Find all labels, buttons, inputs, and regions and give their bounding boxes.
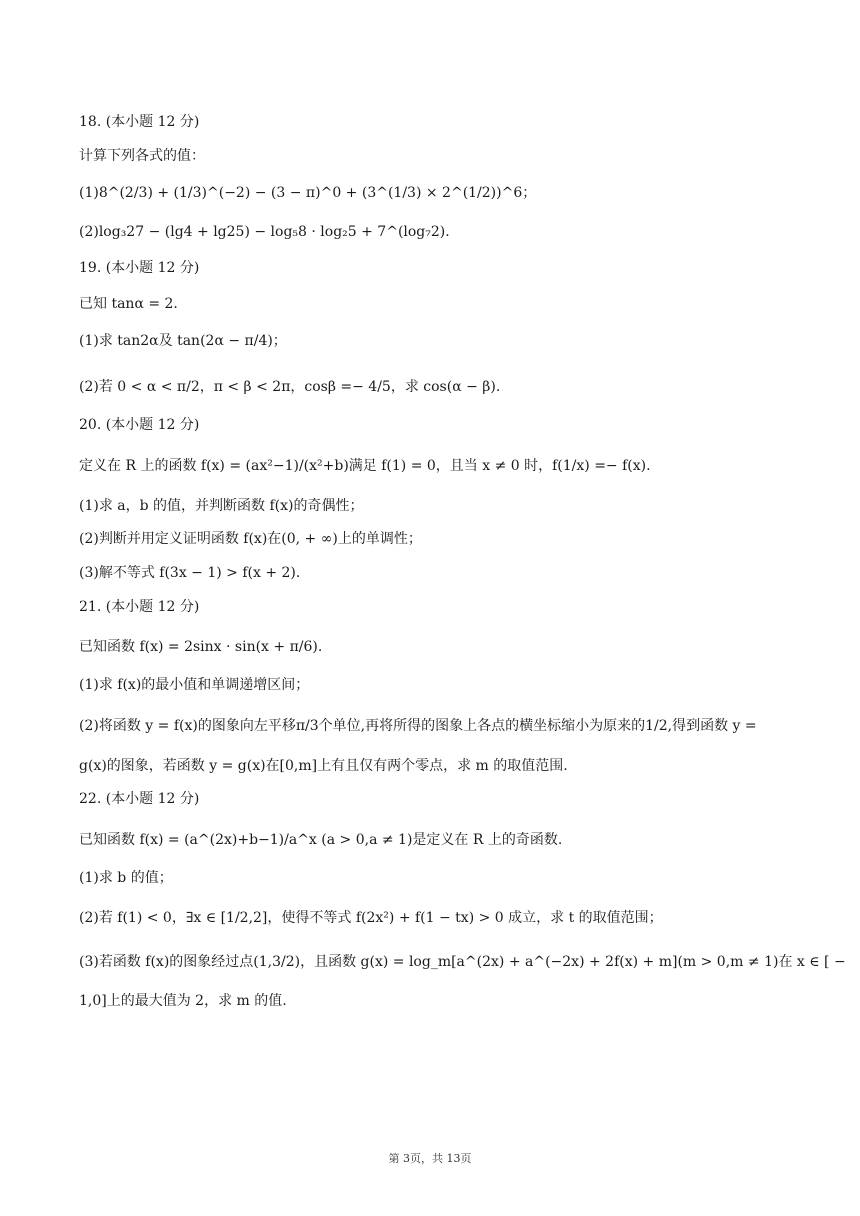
q20-part2: (2)判断并用定义证明函数 f(x)在(0, + ∞)上的单调性； xyxy=(79,531,422,547)
q22-part3a: (3)若函数 f(x)的图象经过点(1,3/2)，且函数 g(x) = log_m[a^(2x) + a^(−2x) + 2f(x) + m](m > 0,m ≠ 1)在 x ∈ [ − xyxy=(79,954,846,970)
q21-part2b: g(x)的图象，若函数 y = g(x)在[0,m]上有且仅有两个零点，求 m 的取值范围. xyxy=(79,758,568,774)
q22-part3b: 1,0]上的最大值为 2，求 m 的值. xyxy=(79,993,287,1009)
q19-intro: 已知 tanα = 2. xyxy=(79,296,178,312)
q22-part1: (1)求 b 的值； xyxy=(79,870,173,886)
q18-part2: (2)log₃27 − (lg4 + lg25) − log₅8 · log₂5 + 7^(log₇2). xyxy=(79,224,450,240)
q22-intro: 已知函数 f(x) = (a^(2x)+b−1)/a^x (a > 0,a ≠ 1)是定义在 R 上的奇函数. xyxy=(79,832,563,848)
q18-intro: 计算下列各式的值： xyxy=(79,148,205,164)
q20-part3: (3)解不等式 f(3x − 1) > f(x + 2). xyxy=(79,565,301,581)
q19-part2: (2)若 0 < α < π/2，π < β < 2π，cosβ =− 4/5，求 cos(α − β). xyxy=(79,379,501,395)
q19-part1: (1)求 tan2α及 tan(2α − π/4)； xyxy=(79,333,287,349)
q22-header: 22. (本小题 12 分) xyxy=(79,791,200,807)
page-footer: 第 3页，共 13页 xyxy=(388,1152,472,1165)
q18-header: 18. (本小题 12 分) xyxy=(79,114,200,130)
q20-header: 20. (本小题 12 分) xyxy=(79,417,200,433)
q21-part1: (1)求 f(x)的最小值和单调递增区间； xyxy=(79,677,310,693)
q21-intro: 已知函数 f(x) = 2sinx · sin(x + π/6). xyxy=(79,639,323,655)
q19-header: 19. (本小题 12 分) xyxy=(79,260,200,276)
q20-intro: 定义在 R 上的函数 f(x) = (ax²−1)/(x²+b)满足 f(1) = 0，且当 x ≠ 0 时，f(1/x) =− f(x). xyxy=(79,458,651,474)
q20-part1: (1)求 a，b 的值，并判断函数 f(x)的奇偶性； xyxy=(79,498,364,514)
q21-header: 21. (本小题 12 分) xyxy=(79,599,200,615)
q22-part2: (2)若 f(1) < 0，∃x ∈ [1/2,2]，使得不等式 f(2x²) + f(1 − tx) > 0 成立，求 t 的取值范围； xyxy=(79,910,663,926)
q21-part2a: (2)将函数 y = f(x)的图象向左平移π/3个单位,再将所得的图象上各点的横坐标缩小为原来的1/2,得到函数 y = xyxy=(79,718,757,734)
q18-part1: (1)8^(2/3) + (1/3)^(−2) − (3 − π)^0 + (3^(1/3) × 2^(1/2))^6； xyxy=(79,185,537,201)
